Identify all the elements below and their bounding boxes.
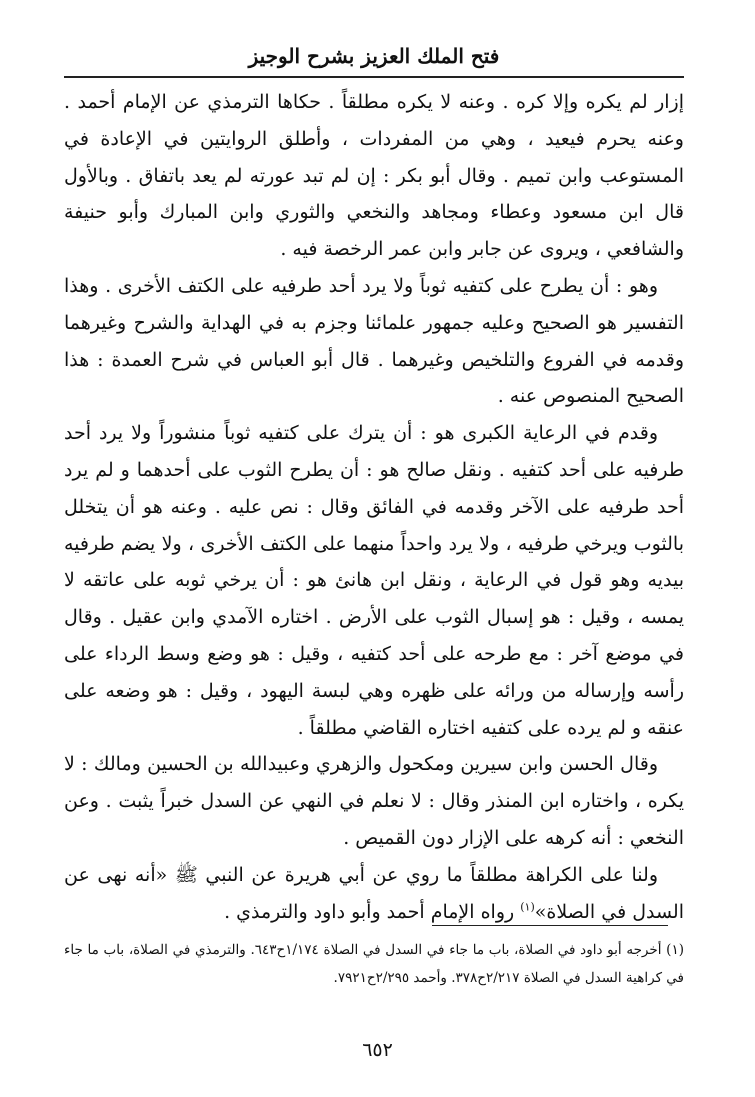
footnotes — [64, 936, 684, 992]
header-rule — [64, 76, 684, 78]
footnote-reference: (١) — [520, 900, 535, 914]
paragraph-5-text-after-ref: رواه الإمام أحمد وأبو داود والترمذي . — [224, 900, 521, 923]
paragraph-1: إزار لم يكره وإلا كره . وعنه لا يكره مطلقاً . حكاها الترمذي عن الإمام أحمد . وعنه يحرم فيعيد ، وهي من المفردات ، وأطلق الروايتين في الإعادة في المستوعب وابن تميم . وقال أبو بكر : إن لم تبد عورته لم يعد باتفاق . وبالأول قال ابن مسعود وعطاء ومجاهد والنخعي والثوري وابن المبارك وأبو حنيفة والشافعي ، ويروى عن جابر وابن عمر الرخصة فيه . — [64, 91, 684, 261]
page-number: ٦٥٢ — [362, 1039, 393, 1061]
paragraph-5-text-before-ref: ولنا على الكراهة مطلقاً ما روي عن أبي هريرة عن النبي ﷺ «أنه نهى عن السدل في الصلاة» — [64, 863, 684, 923]
paragraph-5 — [64, 857, 684, 931]
footnote-separator — [432, 925, 668, 926]
running-header-title: فتح الملك العزيز بشرح الوجيز — [248, 44, 500, 68]
main-text — [64, 84, 684, 930]
paragraph-3: وقدم في الرعاية الكبرى هو : أن يترك على كتفيه ثوباً منشوراً ولا يرد أحد طرفيه على أحد كتفيه . ونقل صالح هو : أن يطرح الثوب على أحدهما و لم يرد أحد طرفيه على الآخر وقدمه في الفائق وقال : نص عليه . وعنه هو أن يتخلل بالثوب ويرخي طرفيه ، ولا يرد واحداً منهما على الكتف الأخرى ، ولا يضم طرفيه بيديه وهو قول في الرعاية ، ونقل ابن هانئ هو : أن يرخي ثوبه على عاتقه لا يمسه ، وقيل : هو إسبال الثوب على الأرض . اختاره الآمدي وابن عقيل . وقال في موضع آخر : مع طرحه على أحد كتفيه ، وقيل : هو وضع وسط الرداء على رأسه وإرساله من ورائه على ظهره وهي لبسة اليهود ، وقيل : هو وضعه على عنقه و لم يرده على كتفيه اختاره القاضي مطلقاً . — [64, 422, 684, 739]
paragraph-2: وهو : أن يطرح على كتفيه ثوباً ولا يرد أحد طرفيه على الكتف الأخرى . وهذا التفسير هو الصحيح وعليه جمهور علمائنا وجزم به في الهداية والشرح وغيرهما وقدمه في الفروع والتلخيص وغيرهما . قال أبو العباس في شرح العمدة : هذا الصحيح المنصوص عنه . — [64, 274, 684, 408]
paragraph-4: وقال الحسن وابن سيرين ومكحول والزهري وعبيدالله بن الحسين ومالك : لا يكره ، واختاره ابن المنذر وقال : لا نعلم في النهي عن السدل خبراً يثبت . وعن النخعي : أنه كرهه على الإزار دون القميص . — [64, 753, 684, 849]
footnote-1: (١) أخرجه أبو داود في الصلاة، باب ما جاء في السدل في الصلاة ١/١٧٤ح٦٤٣. والترمذي في الصلاة، باب ما جاء في كراهية السدل في الصلاة ٢/٢١٧ح٣٧٨. وأحمد ٢/٢٩٥ح٧٩٢١. — [64, 942, 684, 986]
